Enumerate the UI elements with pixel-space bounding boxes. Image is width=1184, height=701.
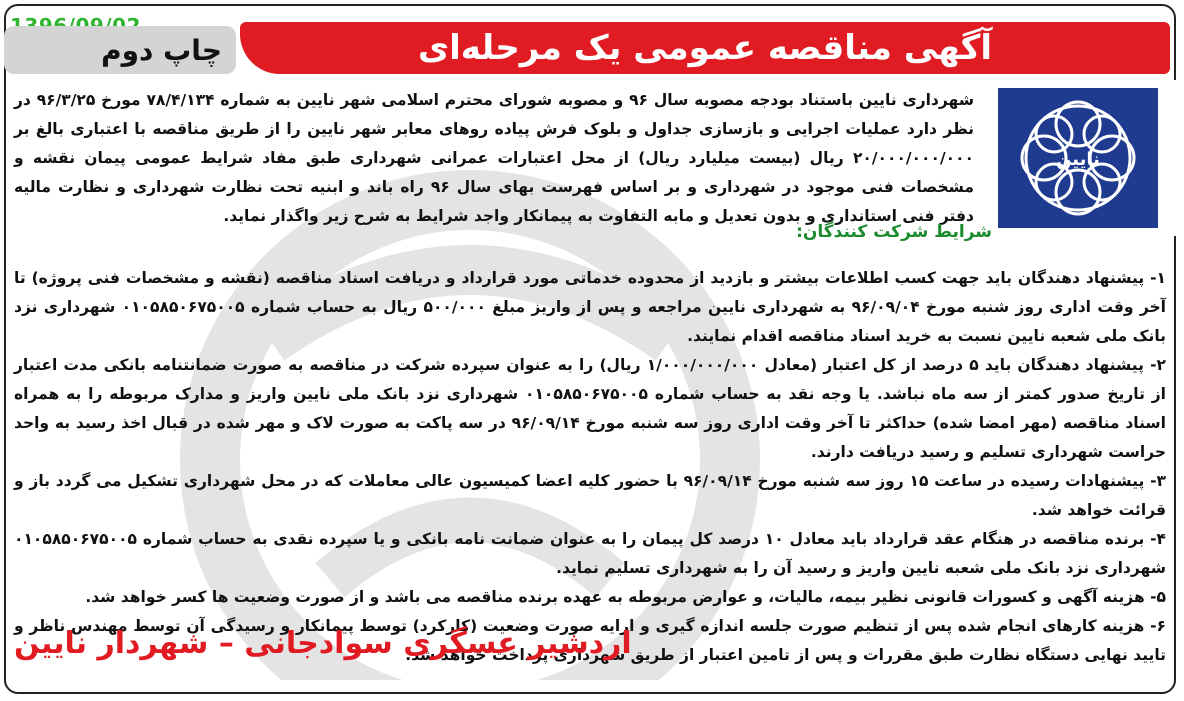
intro-text: شهرداری نایین باستناد بودجه مصوبه سال ۹۶ و مصوبه شورای محترم اسلامی شهر نایین به شماره ۷۸/۴/۱۳۴ مورخ ۹۶/۳/۲۵ در نظر دارد عملیات اجرایی و بازسازی جداول و بلوک فرش پیاده روهای معابر شهر نایین را از طریق مناقصه با اعتباری بالغ بر ۲۰/۰۰۰/۰۰۰/۰۰۰ ریال (بیست میلیارد ریال) از محل اعتبارات عمرانی شهرداری طبق مفاد شرایط عمومی پیمان نقشه و مشخصات فنی موجود در شهرداری و بر اساس فهرست بهای سال ۹۶ راه باند و ابنیه تحت نظارت شهرداری و نظارت مالیه دفتر فنی استانداری و بدون تعدیل و مابه التفاوت به پیمانکار واجد شرایط به شرح زیر واگذار نماید. xyxy=(14,91,975,225)
condition-item: ۲- پیشنهاد دهندگان باید ۵ درصد از کل اعتبار (معادل ۱/۰۰۰/۰۰۰/۰۰۰ ریال) را به عنوان سپرده شرکت در مناقصه به صورت ضمانتنامه بانکی مدت اعتبار از تاریخ صدور کمتر از سه ماه نباشد. یا وجه نقد به حساب شماره ۰۱۰۵۸۵۰۶۷۵۰۰۵ شهرداری نزد بانک ملی نایین واریز و مدارک مربوطه را به همراه اسناد مناقصه (مهر امضا شده) حداکثر تا آخر وقت اداری روز سه شنبه مورخ ۹۶/۰۹/۱۴ در سه پاکت به صورت لاک و مهر شده در قبال اخذ رسید به واحد حراست شهرداری تسلیم و رسید دریافت دارند. xyxy=(14,356,1166,461)
condition-item: ۴- برنده مناقصه در هنگام عقد قرارداد باید معادل ۱۰ درصد کل پیمان را به عنوان ضمانت نامه بانکی و یا سپرده نقدی به حساب شماره ۰۱۰۵۸۵۰۶۷۵۰۰۵ شهرداری نزد بانک ملی شعبه نایین واریز و رسید آن را به شهرداری تسلیم نماید. xyxy=(14,530,1166,577)
intro-paragraph xyxy=(14,86,974,231)
municipality-logo xyxy=(980,80,1176,236)
mayor-signature: اردشیر عسگری سوادجانی – شهردار نایین xyxy=(14,626,632,661)
title-banner xyxy=(240,22,1170,74)
condition-item: ۳- پیشنهادات رسیده در ساعت ۱۵ روز سه شنبه مورخ ۹۶/۰۹/۱۴ با حضور کلیه اعضا کمیسیون عالی معاملات که در محل شهرداری تشکیل می گردد باز و قرائت خواهد شد. xyxy=(14,472,1167,519)
conditions-heading: شرایط شرکت کنندگان: xyxy=(796,222,992,242)
print-edition-label: چاپ دوم xyxy=(101,33,222,67)
notice-title: آگهی مناقصه عمومی یک مرحله‌ای xyxy=(417,28,993,68)
condition-item: ۶- هزینه کارهای انجام شده پس از تنظیم صورت جلسه اندازه گیری و ارایه صورت وضعیت (کارکرد) توسط پیمانکار و رسیدگی آن توسط مهندس ناظر و تایید نهایی دستگاه نظارت طبق مقررات و پس از تامین اعتبار از طریق شهرداری پرداخت خواهد شد. xyxy=(14,617,1166,664)
conditions-list xyxy=(14,264,1166,670)
print-edition-tab xyxy=(4,26,236,74)
logo-text: نایین xyxy=(1056,149,1100,170)
condition-item: ۱- پیشنهاد دهندگان باید جهت کسب اطلاعات بیشتر و بازدید از محدوده خدماتی مورد قرارداد و دریافت اسناد مناقصه (نقشه و مشخصات فنی پروژه) تا آخر وقت اداری روز شنبه مورخ ۹۶/۰۹/۰۴ به شهرداری نایین مراجعه و پس از واریز مبلغ ۵۰۰/۰۰۰ ریال به حساب شماره ۰۱۰۵۸۵۰۶۷۵۰۰۵ شهرداری نزد بانک ملی شعبه نایین نسبت به خرید اسناد مناقصه اقدام نمایند. xyxy=(14,269,1166,345)
condition-item: ۵- هزینه آگهی و کسورات قانونی نظیر بیمه، مالیات، و عوارض مربوطه به عهده برنده مناقصه می باشد و از صورت وضعیت ها کسر خواهد شد. xyxy=(85,588,1166,606)
logo-emblem-icon xyxy=(998,88,1158,228)
